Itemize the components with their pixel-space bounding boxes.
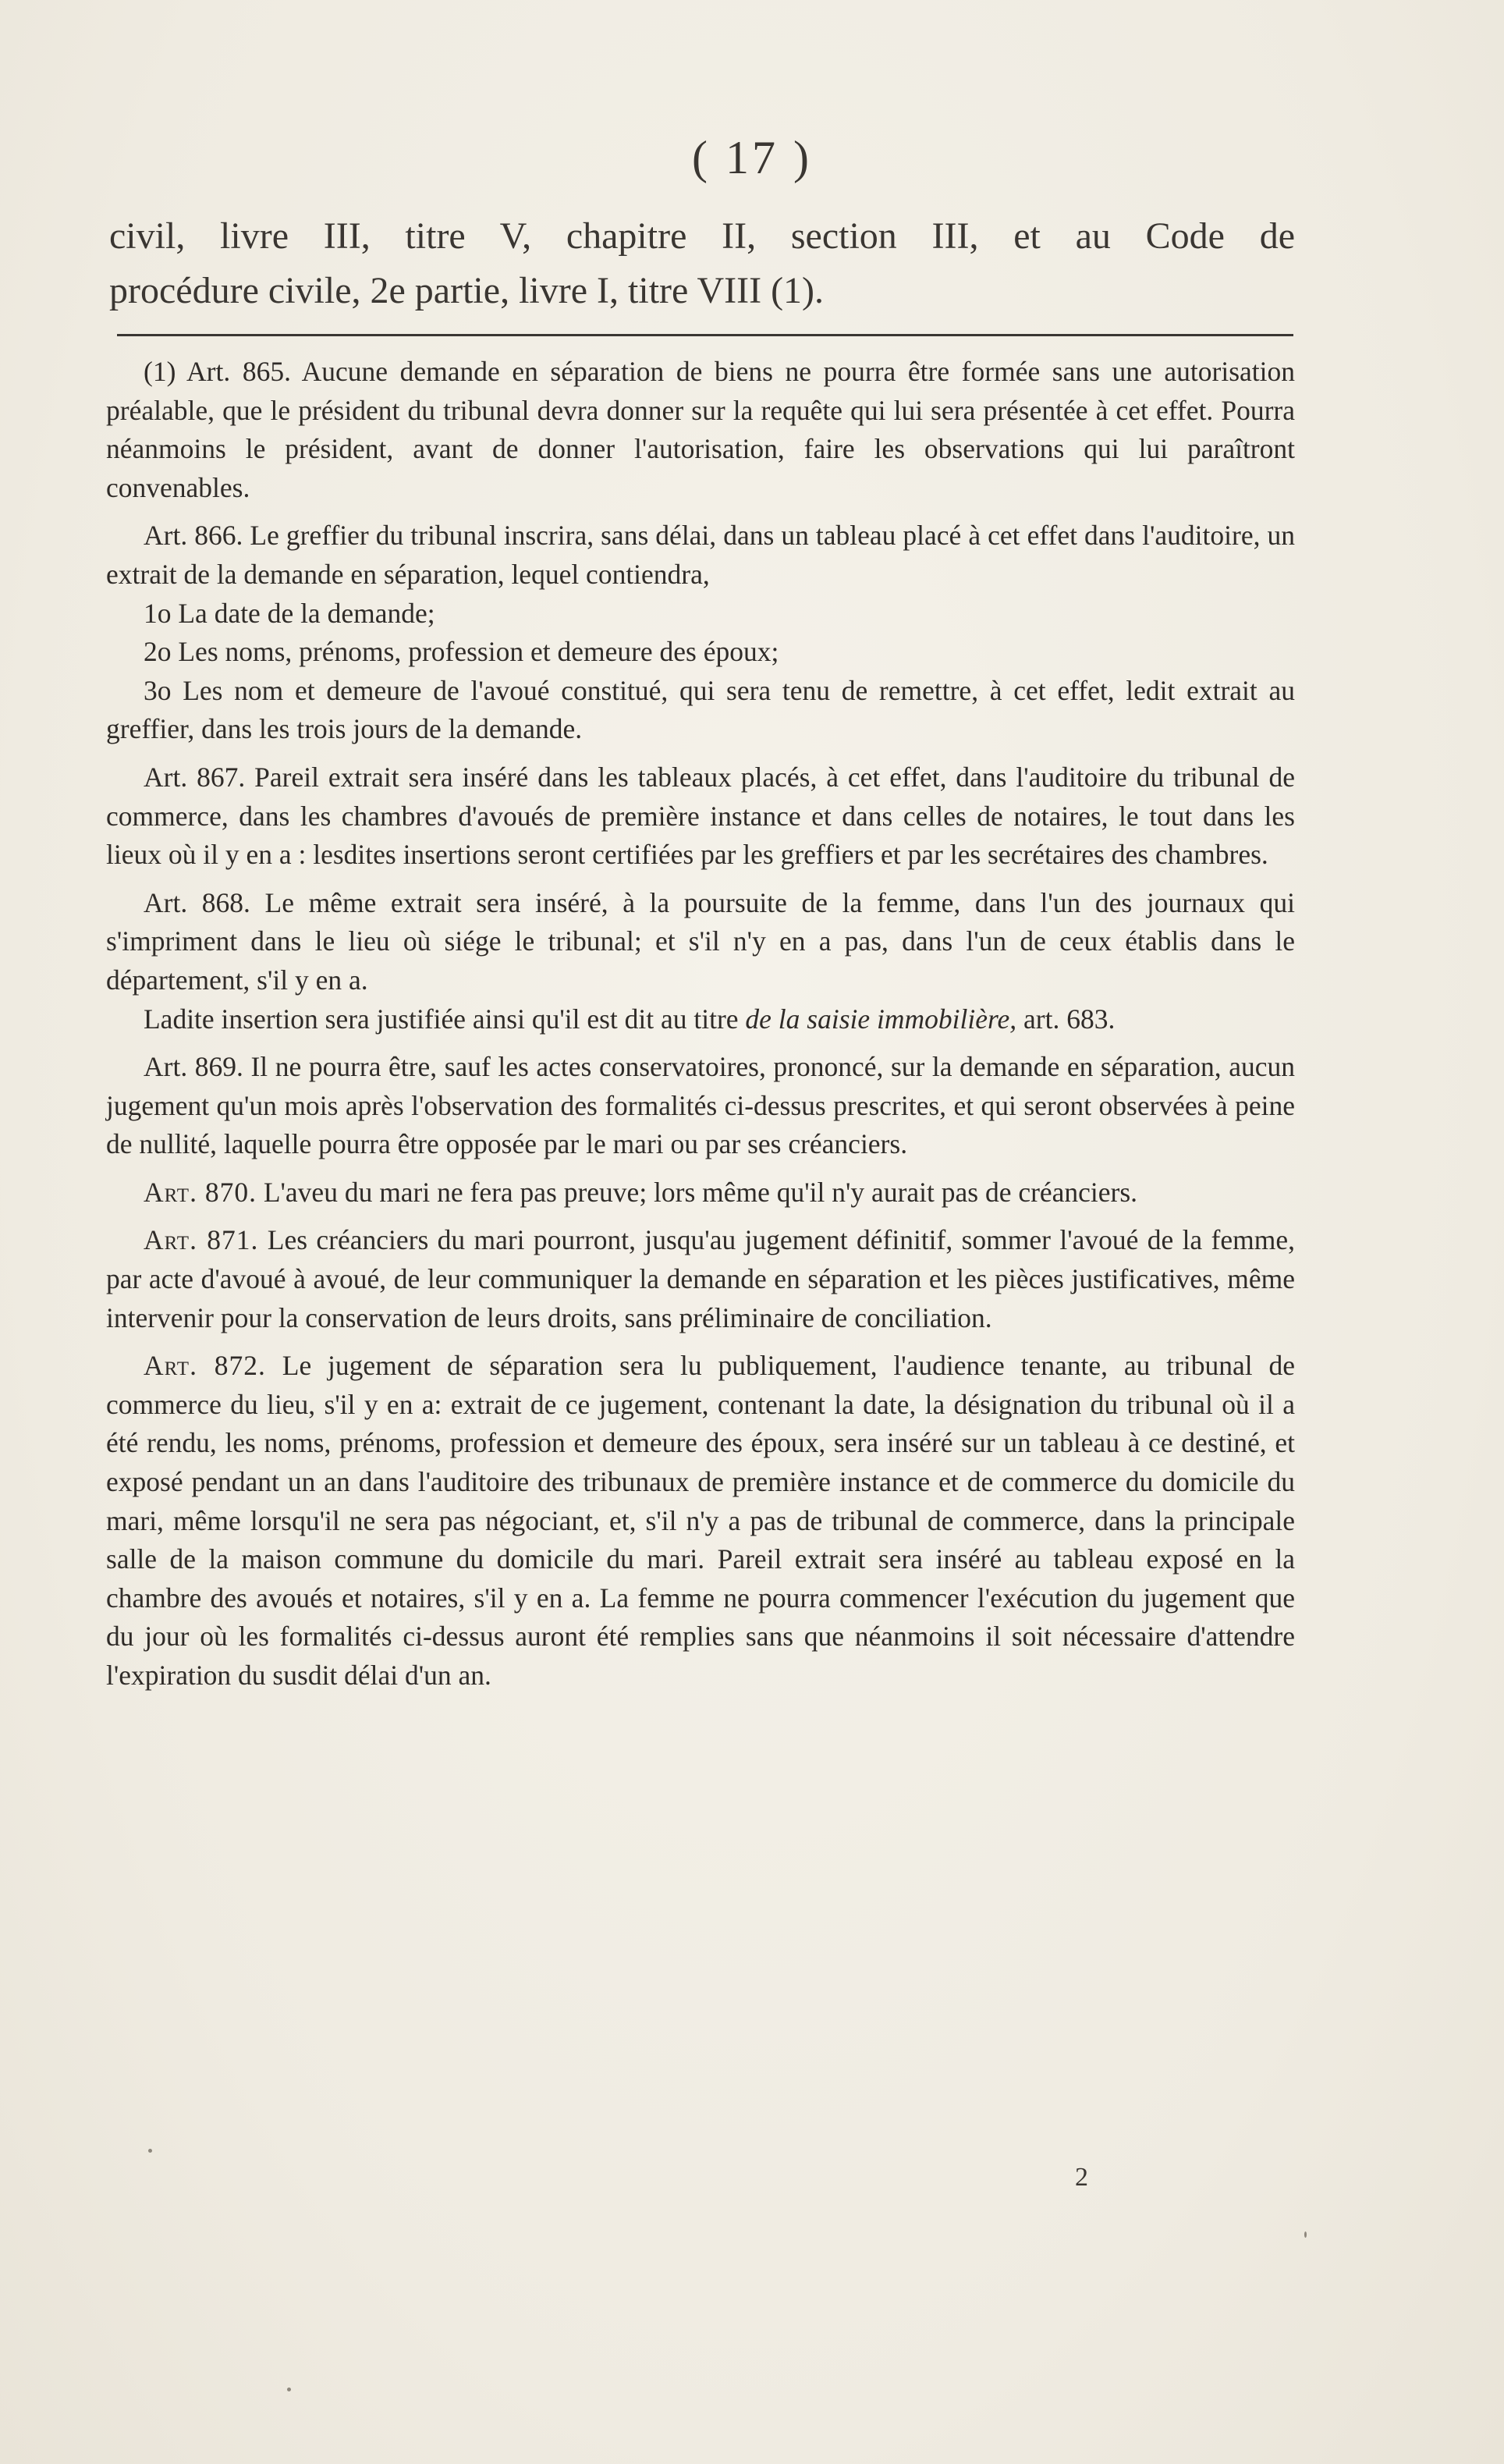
paper-speck — [148, 2149, 152, 2153]
article-text: 3o Les nom et demeure de l'avoué constitué, qui sera tenu de remettre, à cet effet, ledit extrait au greffier, dans les trois jours de la demande. — [106, 674, 1295, 745]
article-number: Art. 869. — [144, 1051, 243, 1083]
article-text: L'aveu du mari ne fera pas preuve; lors même qu'il n'y aurait pas de créanciers. — [256, 1176, 1138, 1208]
footnote-paragraph — [106, 1347, 1295, 1695]
article-number: Art. 868. — [144, 886, 250, 918]
article-text: Le même extrait sera inséré, à la poursuite de la femme, dans l'un des journaux qui s'impriment dans le lieu où siége le tribunal; et s'il n'y en a pas, dans l'un de ceux établis dans le département, s'il y en a. — [106, 886, 1295, 996]
footnote-paragraph — [106, 595, 1295, 634]
footnote-paragraph — [106, 1000, 1295, 1039]
footnote-paragraph — [106, 1221, 1295, 1337]
article-text: Il ne pourra être, sauf les actes conservatoires, prononcé, sur la demande en séparation, aucun jugement qu'un mois après l'observation des formalités ci-dessus prescrites, et qui seront observées à peine de nullité, laquelle pourra être opposée par le mari ou par ses créanciers. — [106, 1051, 1295, 1160]
signature-mark: 2 — [1075, 2163, 1088, 2192]
footnote-paragraph — [106, 353, 1295, 507]
article-number: Art. 867. — [144, 761, 246, 793]
footnote-paragraph — [106, 633, 1295, 672]
footnote-paragraph — [106, 672, 1295, 749]
article-text: Les créanciers du mari pourront, jusqu'au jugement définitif, sommer l'avoué de la femme, par acte d'avoué à avoué, de leur communiquer la demande en séparation et les pièces justificatives, même intervenir pour la conservation de leurs droits, sans préliminaire de conciliation. — [106, 1224, 1295, 1333]
footnote-paragraph — [106, 517, 1295, 594]
article-number: (1) Art. 865. — [144, 356, 291, 387]
footnote-separator — [117, 334, 1293, 336]
article-text: Pareil extrait sera inséré dans les tableaux placés, à cet effet, dans l'auditoire du tribunal de commerce, dans les chambres d'avoués de première instance et dans celles de notaires, le tout dans les lieux où il y en a : lesdites insertions seront certifiées par les greffiers et par les secrétaires des chambres. — [106, 761, 1295, 871]
footnote-paragraph — [106, 1048, 1295, 1164]
article-text: Le greffier du tribunal inscrira, sans délai, dans un tableau placé à cet effet dans l'auditoire, un extrait de la demande en séparation, lequel contiendra, — [106, 520, 1295, 590]
article-number: Art. 871. — [144, 1224, 259, 1256]
article-text: 2o Les noms, prénoms, profession et demeure des époux; — [144, 636, 779, 668]
footnote-paragraph — [106, 1173, 1295, 1212]
main-text — [109, 209, 1295, 318]
footnote-paragraph — [106, 758, 1295, 875]
article-number: Art. 870. — [144, 1176, 257, 1208]
footnote-paragraph — [106, 884, 1295, 1000]
article-number: Art. 866. — [144, 520, 243, 552]
footnotes — [106, 353, 1295, 1695]
paper-speck — [287, 2388, 291, 2391]
paper-speck — [1304, 2231, 1307, 2238]
article-text: 1o La date de la demande; — [144, 597, 435, 629]
article-text: Le jugement de séparation sera lu publiquement, l'audience tenante, au tribunal de commerce du lieu, s'il y en a: extrait de ce jugement, contenant la date, la désignation du tribunal où il a été rendu, les noms, prénoms, profession et demeure des époux, sera inséré sur un tableau à ce destiné, et exposé pendant un an dans l'auditoire des tribunaux de première instance et de commerce du domicile du mari, même lorsqu'il ne sera pas négociant, et, s'il n'y a pas de tribunal de commerce, dans la principale salle de la maison commune du domicile du mari. Pareil extrait sera inséré au tableau exposé en la chambre des avoués et notaires, s'il y en a. La femme ne pourra commencer l'exécution du jugement que du jour où les formalités ci-dessus auront été remplies sans que néanmoins il soit nécessaire d'attendre l'expiration du susdit délai d'un an. — [106, 1350, 1295, 1691]
article-text-tail: art. 683. — [1016, 1003, 1116, 1035]
main-text-line: procédure civile, 2e partie, livre I, titre VIII (1). — [109, 270, 825, 311]
article-text: Aucune demande en séparation de biens ne pourra être formée sans une autorisation préalable, que le président du tribunal devra donner sur la requête qui lui sera présentée à cet effet. Pourra néanmoins le président, avant de donner l'autorisation, faire les observations qui lui paraîtront convenables. — [106, 356, 1295, 503]
main-text-line: civil, livre III, titre V, chapitre II, section III, et au Code de — [109, 215, 1295, 257]
page-number: ( 17 ) — [692, 132, 812, 183]
article-number: Art. 872. — [144, 1350, 266, 1382]
article-text: Ladite insertion sera justifiée ainsi qu'il est dit au titre — [144, 1003, 746, 1035]
italic-title: de la saisie immobilière, — [745, 1003, 1017, 1035]
